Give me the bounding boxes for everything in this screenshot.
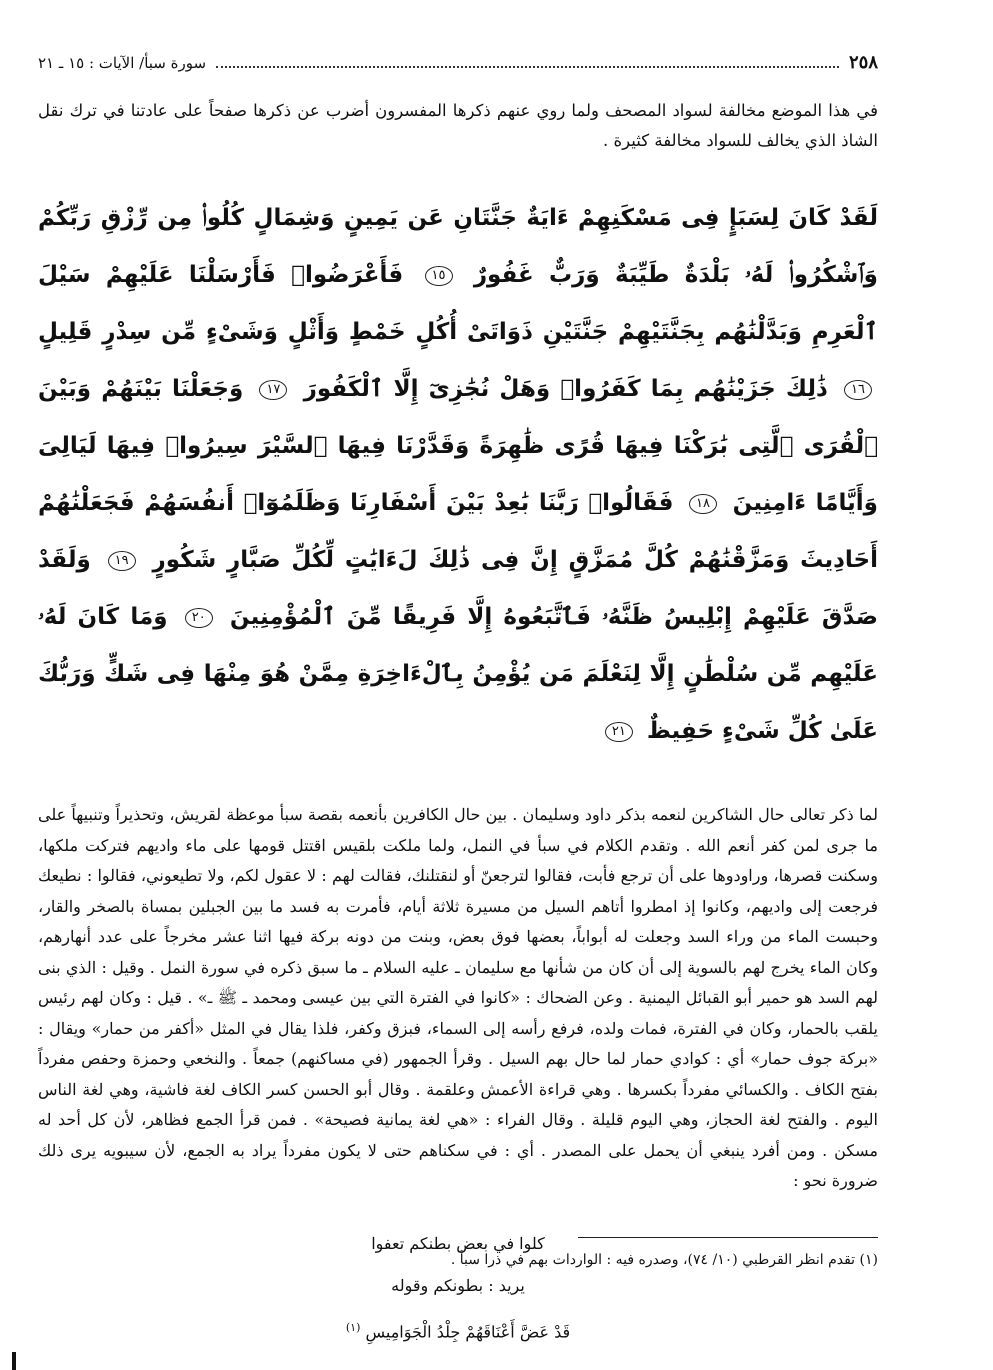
verse-21: وَمَا كَانَ لَهُۥ عَلَيْهِم مِّن سُلْطَٰنٍ إِلَّا لِنَعْلَمَ مَن يُؤْمِنُ بِٱلْءَاخِرَةِ مِمَّنْ هُوَ مِنْهَا فِى شَكٍّ وَرَبُّكَ عَلَىٰ كُلِّ شَىْءٍ حَفِيظٌ: [38, 604, 878, 744]
footnote: (١) تقدم انظر القرطبي (١٠/ ٧٤)، وصدره فيه : الواردات بهم في ذرا سبأ .: [450, 1252, 878, 1268]
header-dots-divider: [216, 66, 839, 68]
intro-paragraph: في هذا الموضع مخالفة لسواد المصحف ولما روي عنهم ذكرها المفسرون أضرب عن ذكرها صفحاً على عادتنا في ترك نقل الشاذ الذي يخالف للسواد مخالفة كثيرة .: [38, 101, 878, 150]
verse-18: وَجَعَلْنَا بَيْنَهُمْ وَبَيْنَ ٱلْقُرَى ٱلَّتِى بَٰرَكْنَا فِيهَا قُرًى ظَٰهِرَةً وَقَدَّرْنَا فِيهَا ٱلسَّيْرَ سِيرُوا۟ فِيهَا لَيَالِىَ وَأَيَّامًا ءَامِنِينَ: [38, 376, 878, 516]
running-head: [38, 52, 878, 80]
ayah-number-19: ١٩: [108, 551, 136, 571]
ayah-number-15: ١٥: [425, 266, 453, 286]
quran-verses: [38, 190, 878, 760]
poetry-block: [38, 1223, 878, 1353]
verse-16: فَأَعْرَضُوا۟ فَأَرْسَلْنَا عَلَيْهِمْ سَيْلَ ٱلْعَرِمِ وَبَدَّلْنَٰهُم بِجَنَّتَيْهِمْ جَنَّتَيْنِ ذَوَاتَىْ أُكُلٍ خَمْطٍ وَأَثْلٍ وَشَىْءٍ مِّن سِدْرٍ قَلِيلٍ: [38, 262, 878, 345]
commentary-paragraph: لما ذكر تعالى حال الشاكرين لنعمه بذكر داود وسليمان . بين حال الكافرين بأنعمه بقصة سبأ موعظة لقريش، وتحذيراً وتنبيهاً على ما جرى لمن كفر أنعم الله . وتقدم الكلام في سبأ في النمل، ولما ملكت بلقيس اقتتل قومها على ماء واديهم فتركت ملكها، وسكنت قصرها، وراودوها على أن ترجع فأبت، فقالوا لترجعنّ أو لنقتلنك، فقالت لهم : لا عقول لكم، ولا تطيعوني، فقالوا : نطيعك فرجعت إلى واديهم، وكانوا إذ امطروا أتاهم السيل من مسيرة ثلاثة أيام، فأمرت به فسد ما بين الجبلين بمساة بالصخر والقار، وحبست الماء من وراء السد وجعلت له أبواباً، بعضها فوق بعض، وبنت من دونه بركة فيها اثنا عشر مخرجاً على عدد أنهارهم، وكان الماء يخرج لهم بالسوية إلى أن كان من شأنها مع سليمان ـ عليه السلام ـ ما سبق ذكره في سورة النمل . وقيل : الذي بنى لهم السد هو حمير أبو القبائل اليمنية . وعن الضحاك : «كانوا في الفترة التي بين عيسى ومحمد ـ ﷺ ـ» . قيل : وكان لهم رئيس يلقب بالحمار، وكان في الفترة، فمات ولده، فرفع رأسه إلى السماء، فبزق وكفر، فلذا يقال في المثل «أكفر من حمار» ويقال : «بركة جوف حمار» أي : كوادي حمار لما حال بهم السيل . وقرأ الجمهور (في مساكنهم) جمعاً . والنخعي وحمزة وحفص مفرداً بفتح الكاف . والكسائي مفرداً بكسرها . وهي قراءة الأعمش وعلقمة . وقال أبو الحسن كسر الكاف لغة فاشية، وهي لغة الناس اليوم . والفتح لغة الحجاز، وهي اليوم قليلة . وقال الفراء : «هي لغة يمانية فصيحة» . فمن قرأ الجمع فظاهر، لأن كل أحد له مسكن . ومن أفرد ينبغي أن يحمل على المصدر . أي : في سكناهم حتى لا يكون مفرداً يراد به الجمع، لأن سيبويه يرى ذلك ضرورة نحو :: [38, 805, 879, 1190]
surah-title: سورة سبأ/ الآيات : ١٥ ـ ٢١: [38, 54, 207, 72]
footnote-divider: [578, 1237, 878, 1238]
page-number: ٢٥٨: [848, 52, 878, 73]
ayah-number-20: ٢٠: [185, 608, 213, 628]
poetry-line-3-text: قَدْ عَضَّ أَعْنَاقَهُمْ جِلْدُ الْجَوَامِيسِ: [365, 1321, 571, 1341]
ayah-number-17: ١٧: [259, 380, 287, 400]
page-edge-mark: [12, 1352, 16, 1370]
footnote-reference: (١): [345, 1320, 361, 1334]
ayah-number-21: ٢١: [605, 722, 633, 742]
ayah-number-18: ١٨: [689, 494, 717, 514]
verse-20: وَلَقَدْ صَدَّقَ عَلَيْهِمْ إِبْلِيسُ ظَنَّهُۥ فَٱتَّبَعُوهُ إِلَّا فَرِيقًا مِّنَ ٱلْمُؤْمِنِينَ: [38, 547, 878, 630]
poetry-line-2: يريد : بطونكم وقوله: [391, 1275, 525, 1295]
verse-17: ذَٰلِكَ جَزَيْنَٰهُم بِمَا كَفَرُوا۟ وَهَلْ نُجَٰزِىٓ إِلَّا ٱلْكَفُورَ: [303, 376, 828, 402]
verse-19: فَقَالُوا۟ رَبَّنَا بَٰعِدْ بَيْنَ أَسْفَارِنَا وَظَلَمُوٓا۟ أَنفُسَهُمْ فَجَعَلْنَٰهُمْ أَحَادِيثَ وَمَزَّقْنَٰهُمْ كُلَّ مُمَزَّقٍ إِنَّ فِى ذَٰلِكَ لَءَايَٰتٍ لِّكُلِّ صَبَّارٍ شَكُورٍ: [38, 490, 878, 573]
ayah-number-16: ١٦: [844, 380, 872, 400]
page-body: [38, 52, 878, 1353]
poetry-line-3: [38, 1307, 878, 1353]
poetry-line-1: كلوا في بعض بطنكم تعفوا: [371, 1233, 545, 1253]
verse-15: لَقَدْ كَانَ لِسَبَإٍ فِى مَسْكَنِهِمْ ءَايَةٌ جَنَّتَانِ عَن يَمِينٍ وَشِمَالٍ كُلُوا۟ مِن رِّزْقِ رَبِّكُمْ وَٱشْكُرُوا۟ لَهُۥ بَلْدَةٌ طَيِّبَةٌ وَرَبٌّ غَفُورٌ: [38, 205, 878, 288]
